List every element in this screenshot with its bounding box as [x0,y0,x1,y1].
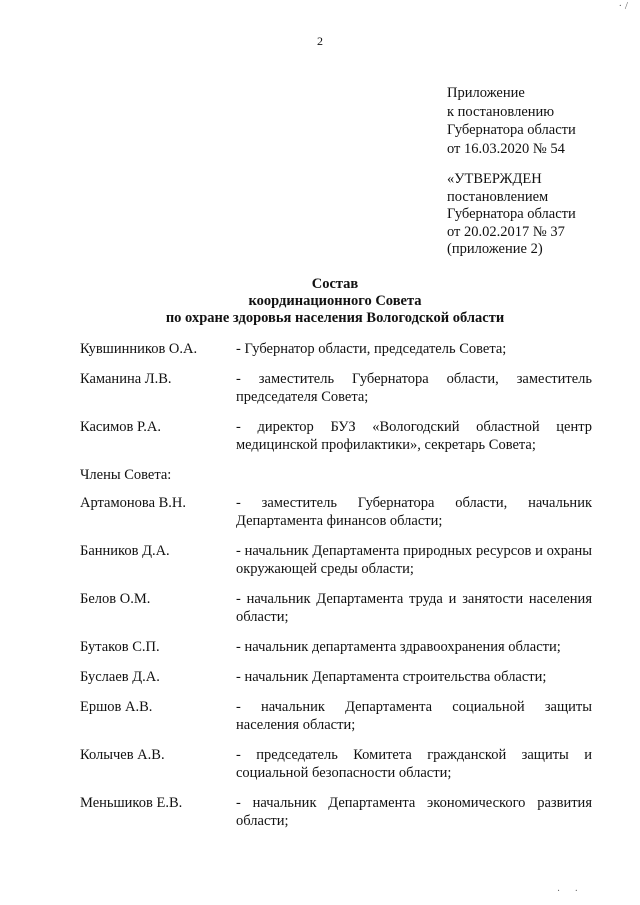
member-name: Артамонова В.Н. [80,495,187,511]
member-role: - начальник департамента здравоохранения области; [236,639,561,655]
member-row [80,794,592,830]
member-name: Бутаков С.П. [80,639,160,655]
member-row [80,698,592,734]
member-role: - начальник Департамента социальной защиты населения области; [236,699,592,733]
title-line: по охране здоровья населения Вологодской области [165,310,505,326]
member-row [80,370,592,406]
member-name: Банников Д.А. [80,543,170,559]
document-title [0,276,640,327]
member-row [80,746,592,782]
approved-line: постановлением [447,188,549,205]
title-line: Состав [311,276,359,292]
member-row [80,668,592,686]
members-section-label: Члены Совета: [80,467,172,483]
appendix-line: от 16.03.2020 № 54 [447,140,565,157]
member-row [80,494,592,530]
approved-line: «УТВЕРЖДЕН [447,171,542,187]
member-name: Колычев А.В. [80,747,165,763]
member-role: - директор БУЗ «Вологодский областной центр медицинской профилактики», секретарь Совета; [236,419,592,453]
member-role: - начальник Департамента строительства области; [236,669,547,685]
approved-note [447,171,576,259]
member-name: Белов О.М. [80,591,151,607]
scan-corner-mark: · / [618,0,628,12]
member-name: Меньшиков Е.В. [80,795,183,811]
member-name: Ершов А.В. [80,699,153,715]
member-name: Каманина Л.В. [80,371,172,387]
member-role: - заместитель Губернатора области, заместитель председателя Совета; [236,371,592,405]
appendix-line: Приложение [447,85,525,101]
member-name: Кувшинников О.А. [80,341,198,357]
member-row [80,638,592,656]
member-role: - Губернатор области, председатель Совета; [236,341,507,357]
member-name: Буслаев Д.А. [80,669,160,685]
member-row [80,340,592,358]
member-role: - начальник Департамента экономического развития области; [236,795,592,829]
member-row [80,542,592,578]
member-role: - начальник Департамента природных ресурсов и охраны окружающей среды области; [236,543,592,577]
title-line: координационного Совета [248,293,422,309]
appendix-line: к постановлению [447,103,555,120]
member-role: - начальник Департамента труда и занятости населения области; [236,591,592,625]
member-row [80,418,592,454]
member-name: Касимов Р.А. [80,419,161,435]
page-number: 2 [317,34,323,48]
approved-line: от 20.02.2017 № 37 [447,223,565,240]
appendix-line: Губернатора области [447,122,576,138]
approved-line: Губернатора области [447,206,576,222]
approved-line: (приложение 2) [447,241,543,257]
appendix-note [447,84,576,158]
member-role: - председатель Комитета гражданской защиты и социальной безопасности области; [236,747,592,781]
member-role: - заместитель Губернатора области, начальник Департамента финансов области; [236,495,592,529]
member-row [80,590,592,626]
scan-bottom-mark: · · [556,886,584,897]
council-composition-list [80,340,592,842]
